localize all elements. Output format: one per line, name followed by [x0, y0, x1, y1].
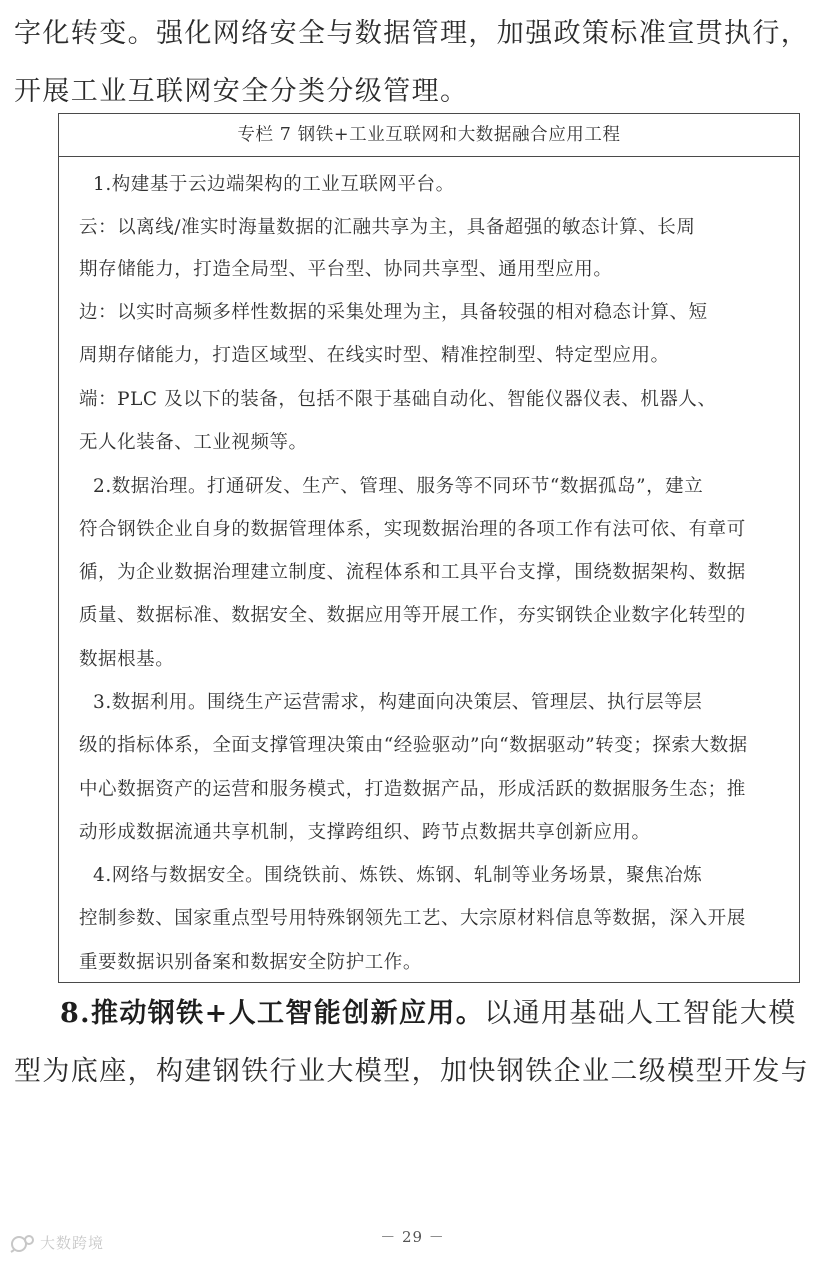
- section-8-line-1: [60, 996, 797, 1032]
- box-line: 1.构建基于云边端架构的工业互联网平台。: [93, 174, 455, 195]
- box-line: 云：以离线/准实时海量数据的汇融共享为主，具备超强的敏态计算、长周: [79, 217, 696, 238]
- intro-line-1: 字化转变。强化网络安全与数据管理，加强政策标准宣贯执行，: [14, 18, 810, 49]
- box-line: 动形成数据流通共享机制，支撑跨组织、跨节点数据共享创新应用。: [79, 822, 651, 843]
- watermark: [10, 1232, 104, 1253]
- box-line: 符合钢铁企业自身的数据管理体系，实现数据治理的各项工作有法可依、有章可: [79, 519, 746, 540]
- box-line: 4.网络与数据安全。围绕铁前、炼铁、炼钢、轧制等业务场景，聚焦冶炼: [93, 865, 703, 886]
- box-line: 循，为企业数据治理建立制度、流程体系和工具平台支撑，围绕数据架构、数据: [79, 562, 746, 583]
- box-line: 端：PLC 及以下的装备，包括不限于基础自动化、智能仪器仪表、机器人、: [79, 389, 717, 410]
- box-line: 3.数据利用。围绕生产运营需求，构建面向决策层、管理层、执行层等层: [93, 692, 703, 713]
- section-8-heading: 8.推动钢铁+人工智能创新应用。: [60, 998, 485, 1029]
- watermark-text: 大数跨境: [40, 1234, 105, 1252]
- box-line: 数据根基。: [79, 649, 175, 670]
- section-8-text: 以通用基础人工智能大模: [484, 998, 797, 1029]
- box-line: 中心数据资产的运营和服务模式，打造数据产品，形成活跃的数据服务生态；推: [79, 779, 746, 800]
- box-line: 期存储能力，打造全局型、平台型、协同共享型、通用型应用。: [79, 259, 613, 280]
- column-box-title: 专栏 7 钢铁+工业互联网和大数据融合应用工程: [59, 114, 799, 157]
- column-box: [58, 113, 800, 983]
- box-line: 2.数据治理。打通研发、生产、管理、服务等不同环节“数据孤岛”，建立: [93, 476, 704, 497]
- box-line: 边：以实时高频多样性数据的采集处理为主，具备较强的相对稳态计算、短: [79, 302, 708, 323]
- box-line: 重要数据识别备案和数据安全防护工作。: [79, 952, 422, 973]
- box-line: 控制参数、国家重点型号用特殊钢领先工艺、大宗原材料信息等数据，深入开展: [79, 908, 746, 929]
- intro-line-2: 开展工业互联网安全分类分级管理。: [14, 76, 469, 107]
- box-line: 周期存储能力，打造区域型、在线实时型、精准控制型、特定型应用。: [79, 345, 670, 366]
- box-line: 质量、数据标准、数据安全、数据应用等开展工作，夯实钢铁企业数字化转型的: [79, 605, 746, 626]
- box-line: 无人化装备、工业视频等。: [79, 432, 308, 453]
- box-line: 级的指标体系，全面支撑管理决策由“经验驱动”向“数据驱动”转变；探索大数据: [79, 735, 748, 756]
- page-number: － 29 －: [380, 1228, 445, 1246]
- watermark-logo-icon: [10, 1233, 36, 1253]
- section-8-line-2: 型为底座，构建钢铁行业大模型，加快钢铁企业二级模型开发与: [14, 1056, 810, 1087]
